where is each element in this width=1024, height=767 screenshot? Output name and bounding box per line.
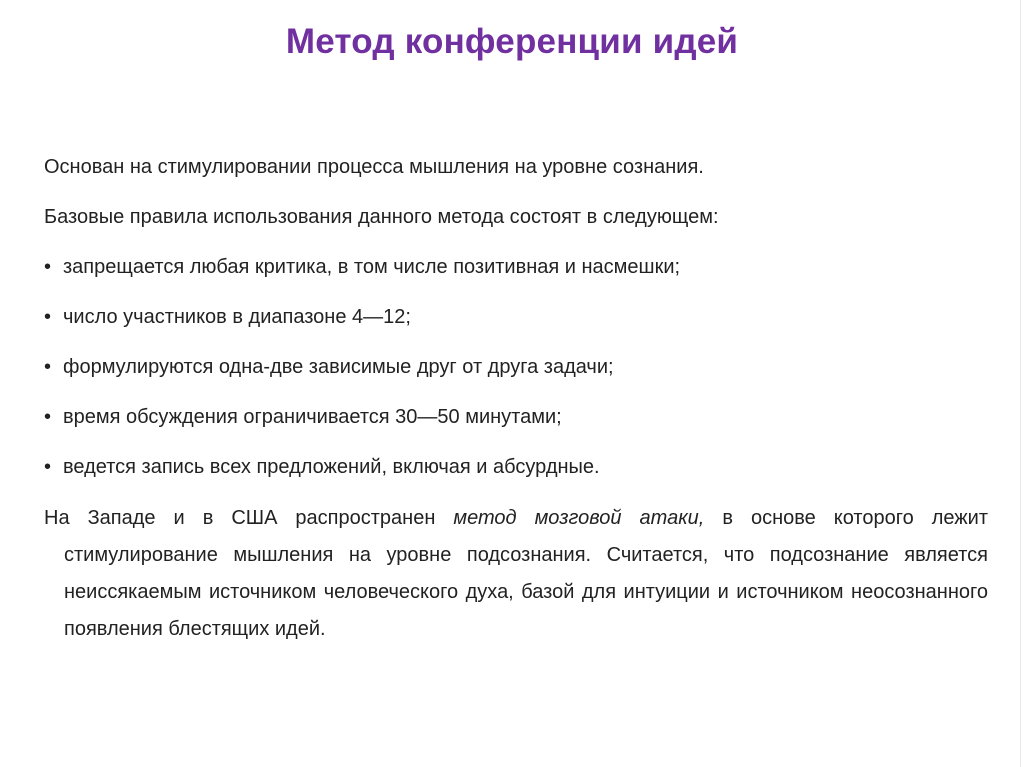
rules-paragraph: Базовые правила использования данного метода состоят в следующем: bbox=[44, 206, 719, 228]
bullet-icon: • bbox=[44, 256, 52, 278]
list-item bbox=[44, 300, 988, 334]
bullet-icon: • bbox=[44, 406, 52, 428]
slide-edge bbox=[1020, 0, 1021, 767]
slide-title: Метод конференции идей bbox=[285, 22, 739, 61]
list-item-text: формулируются одна-две зависимые друг от друга задачи; bbox=[63, 356, 614, 378]
closing-text-end: в основе которого лежит стимулирование мышления на уровне подсознания. Считается, что подсознание является неиссякаемым источником человеческого духа, базой для интуиции и источником неосознанного появления блестящих идей. bbox=[64, 507, 988, 640]
list-item bbox=[44, 450, 988, 484]
intro-paragraph: Основан на стимулировании процесса мышления на уровне сознания. bbox=[44, 156, 704, 178]
list-item-text: время обсуждения ограничивается 30—50 минутами; bbox=[63, 406, 562, 428]
list-item-text: число участников в диапазоне 4—12; bbox=[63, 306, 411, 328]
bullet-icon: • bbox=[44, 456, 52, 478]
closing-text-start: На Западе и в США распространен bbox=[44, 507, 454, 529]
brainstorm-term: метод мозговой атаки, bbox=[453, 507, 705, 529]
list-item bbox=[44, 400, 988, 434]
list-item bbox=[44, 350, 988, 384]
list-item-text: запрещается любая критика, в том числе позитивная и насмешки; bbox=[63, 256, 681, 278]
list-item bbox=[44, 250, 988, 284]
slide-body bbox=[44, 150, 988, 648]
closing-paragraph bbox=[44, 500, 988, 648]
bullet-icon: • bbox=[44, 356, 52, 378]
bullet-icon: • bbox=[44, 306, 52, 328]
list-item-text: ведется запись всех предложений, включая и абсурдные. bbox=[63, 456, 600, 478]
